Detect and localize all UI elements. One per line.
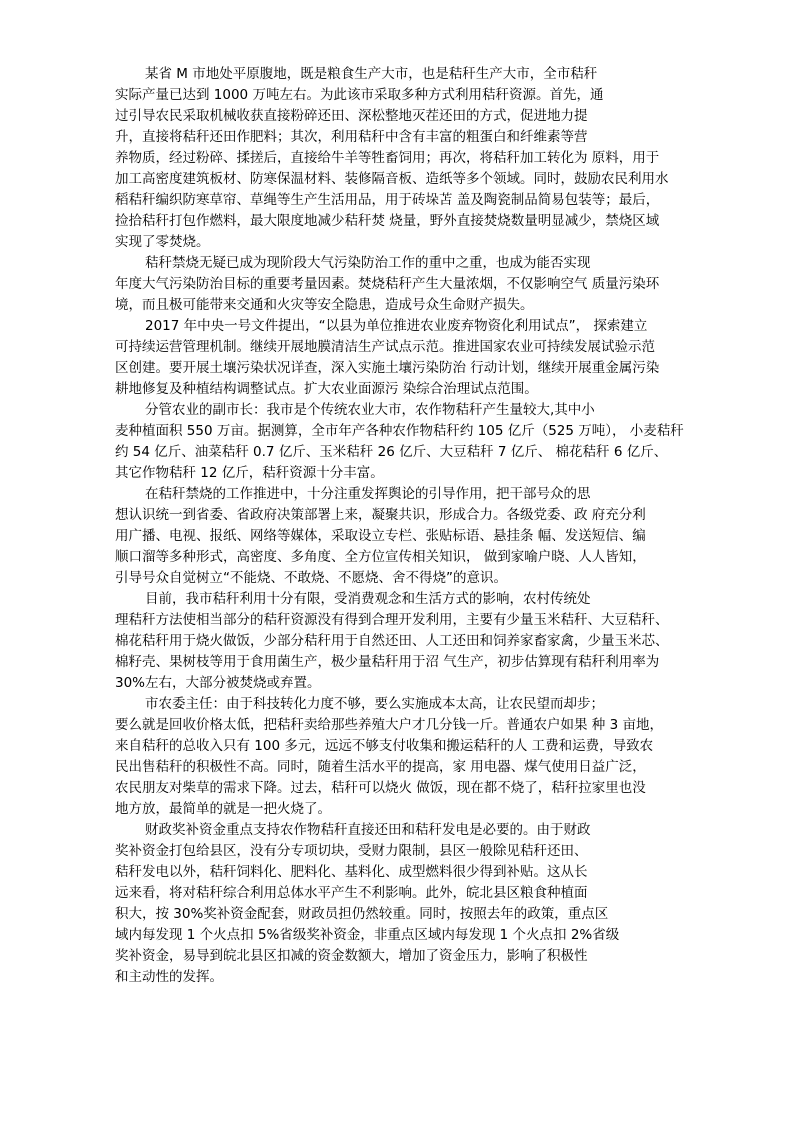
text-line: 在秸秆禁烧的工作推进中，十分注重发挥舆论的引导作用，把干部号众的思: [145, 486, 591, 502]
text-line: 顺口溜等多种形式，高密度、多角度、全方位宣传相关知识， 做到家喻户晓、人人皆知，: [115, 549, 646, 565]
text-line: 分管农业的副市长：我市是个传统农业大市，农作物秸秆产生量较大,其中小: [145, 402, 595, 418]
text-line: 财政奖补资金重点支持农作物秸秆直接还田和秸秆发电是必要的。由于财政: [145, 822, 591, 838]
text-line: 年度大气污染防治目标的重要考量因素。焚烧秸秆产生大量浓烟，不仅影响空气 质量污染环: [115, 276, 660, 292]
text-line: 加工高密度建筑板材、防寒保温材料、装修隔音板、造纸等多个领域。同时，鼓励农民利用水: [115, 171, 669, 187]
text-line: 棉花秸秆用于烧火做饭，少部分秸秆用于自然还田、人工还田和饲养家畜家禽，少量玉米芯、: [115, 633, 669, 649]
text-line: 棉籽壳、果树枝等用于食用菌生产，极少量秸秆用于沼 气生产，初步估算现有秸秆利用率为: [115, 654, 660, 670]
text-line: 境，而且极可能带来交通和火灾等安全隐患，造成号众生命财产损失。: [115, 297, 534, 313]
text-line: 约 54 亿斤、油菜秸秆 0.7 亿斤、玉米秸秆 26 亿斤、大豆秸秆 7 亿斤、 棉花秸秆 6 亿斤、: [115, 444, 668, 460]
text-line: 奖补资金，易导到皖北县区扣减的资金数额大，增加了资金压力，影响了积极性: [115, 948, 588, 964]
text-line: 积大，按 30%奖补资金配套，财政员担仍然较重。同时，按照去年的政策，重点区: [115, 906, 609, 922]
text-line: 麦种植面积 550 万亩。据测算，全市年产各种农作物秸秆约 105 亿斤（525 万吨）， 小麦秸秆: [115, 423, 684, 439]
text-line: 市农委主任：由于科技转化力度不够，要么实施成本太高，让农民望而却步；: [145, 696, 604, 712]
text-line: 想认识统一到省委、省政府决策部署上来，凝聚共识，形成合力。各级党委、政 府充分利: [115, 507, 646, 523]
text-line: 用广播、电视、报纸、网络等媒体，采取设立专栏、张贴标语、悬挂条 幅、发送短信、编: [115, 528, 646, 544]
text-line: 升，直接将秸秆还田作肥料；其次，利用秸秆中含有丰富的粗蛋白和纤维素等营: [115, 129, 588, 145]
text-line: 其它作物秸秆 12 亿斤，秸秆资源十分丰富。: [115, 465, 384, 481]
text-line: 目前，我市秸秆利用十分有限，受消费观念和生活方式的影响，农村传统处: [145, 591, 591, 607]
text-line: 民出售秸秆的积极性不高。同时，随着生活水平的提高，家 用电器、煤气使用日益广泛，: [115, 759, 646, 775]
text-line: 来自秸秆的总收入只有 100 多元，远远不够支付收集和搬运秸秆的人 工费和运费，导致农: [115, 738, 654, 754]
text-line: 捡拾秸秆打包作燃料，最大限度地减少秸秆焚 烧量，野外直接焚烧数量明显减少，禁烧区域: [115, 213, 660, 229]
text-line: 农民朋友对柴草的需求下降。过去，秸秆可以烧火 做饭，现在都不烧了，秸秆拉家里也没: [115, 780, 646, 796]
text-line: 奖补资金打包给县区，没有分专项切块，受财力限制，县区一般除见秸秆还田、: [115, 843, 588, 859]
text-line: 实现了零焚烧。: [115, 234, 210, 250]
text-line: 实际产量已达到 1000 万吨左右。为此该市采取多种方式利用秸秆资源。首先，通: [115, 87, 604, 103]
text-line: 稻秸秆编织防寒草帘、草绳等生产生活用品，用于砖垛苫 盖及陶瓷制品简易包装等；最后，: [115, 192, 660, 208]
text-line: 秸秆发电以外，秸秆饲料化、肥料化、基料化、成型燃料很少得到补贴。这从长: [115, 864, 588, 880]
text-line: 引导号众自觉树立“不能烧、不敢烧、不愿烧、舍不得烧”的意识。: [115, 570, 507, 586]
text-line: 区创建。要开展土壤污染状况详查，深入实施土壤污染防治 行动计划，继续开展重金属污染: [115, 360, 660, 376]
text-line: 30%左右，大部分被焚烧或弃置。: [115, 675, 321, 691]
text-line: 和主动性的发挥。: [115, 969, 223, 985]
text-line: 耕地修复及种植结构调整试点。扩大农业面源污 染综合治理试点范围。: [115, 381, 538, 397]
text-line: 远来看，将对秸秆综合利用总体水平产生不利影响。此外，皖北县区粮食种植面: [115, 885, 588, 901]
text-line: 地方放，最简单的就是一把火烧了。: [115, 801, 331, 817]
text-line: 2017 年中央一号文件提出，“以县为单位推进农业废弃物资化利用试点”， 探索建立: [145, 318, 648, 334]
text-line: 某省 M 市地处平原腹地，既是粮食生产大市，也是秸秆生产大市，全市秸秆: [145, 66, 598, 82]
text-line: 秸秆禁烧无疑已成为现阶段大气污染防治工作的重中之重，也成为能否实现: [145, 255, 591, 271]
text-line: 域内每发现 1 个火点扣 5%省级奖补资金，非重点区域内每发现 1 个火点扣 2%省级: [115, 927, 620, 943]
text-line: 过引导农民采取机械收获直接粉碎还田、深松整地灭茬还田的方式，促进地力提: [115, 108, 588, 124]
text-line: 养物质，经过粉碎、揉搓后，直接给牛羊等牲畜饲用；再次，将秸秆加工转化为 原料，用于: [115, 150, 660, 166]
text-line: 可持续运营管理机制。继续开展地膜清洁生产试点示范。推进国家农业可持续发展试验示范: [115, 339, 655, 355]
text-line: 要么就是回收价格太低，把秸秆卖给那些养殖大户才几分钱一斤。普通农户如果 种 3 亩地，: [115, 717, 663, 733]
text-line: 理秸秆方法使相当部分的秸秆资源没有得到合理开发利用，主要有少量玉米秸秆、大豆秸秆、: [115, 612, 669, 628]
